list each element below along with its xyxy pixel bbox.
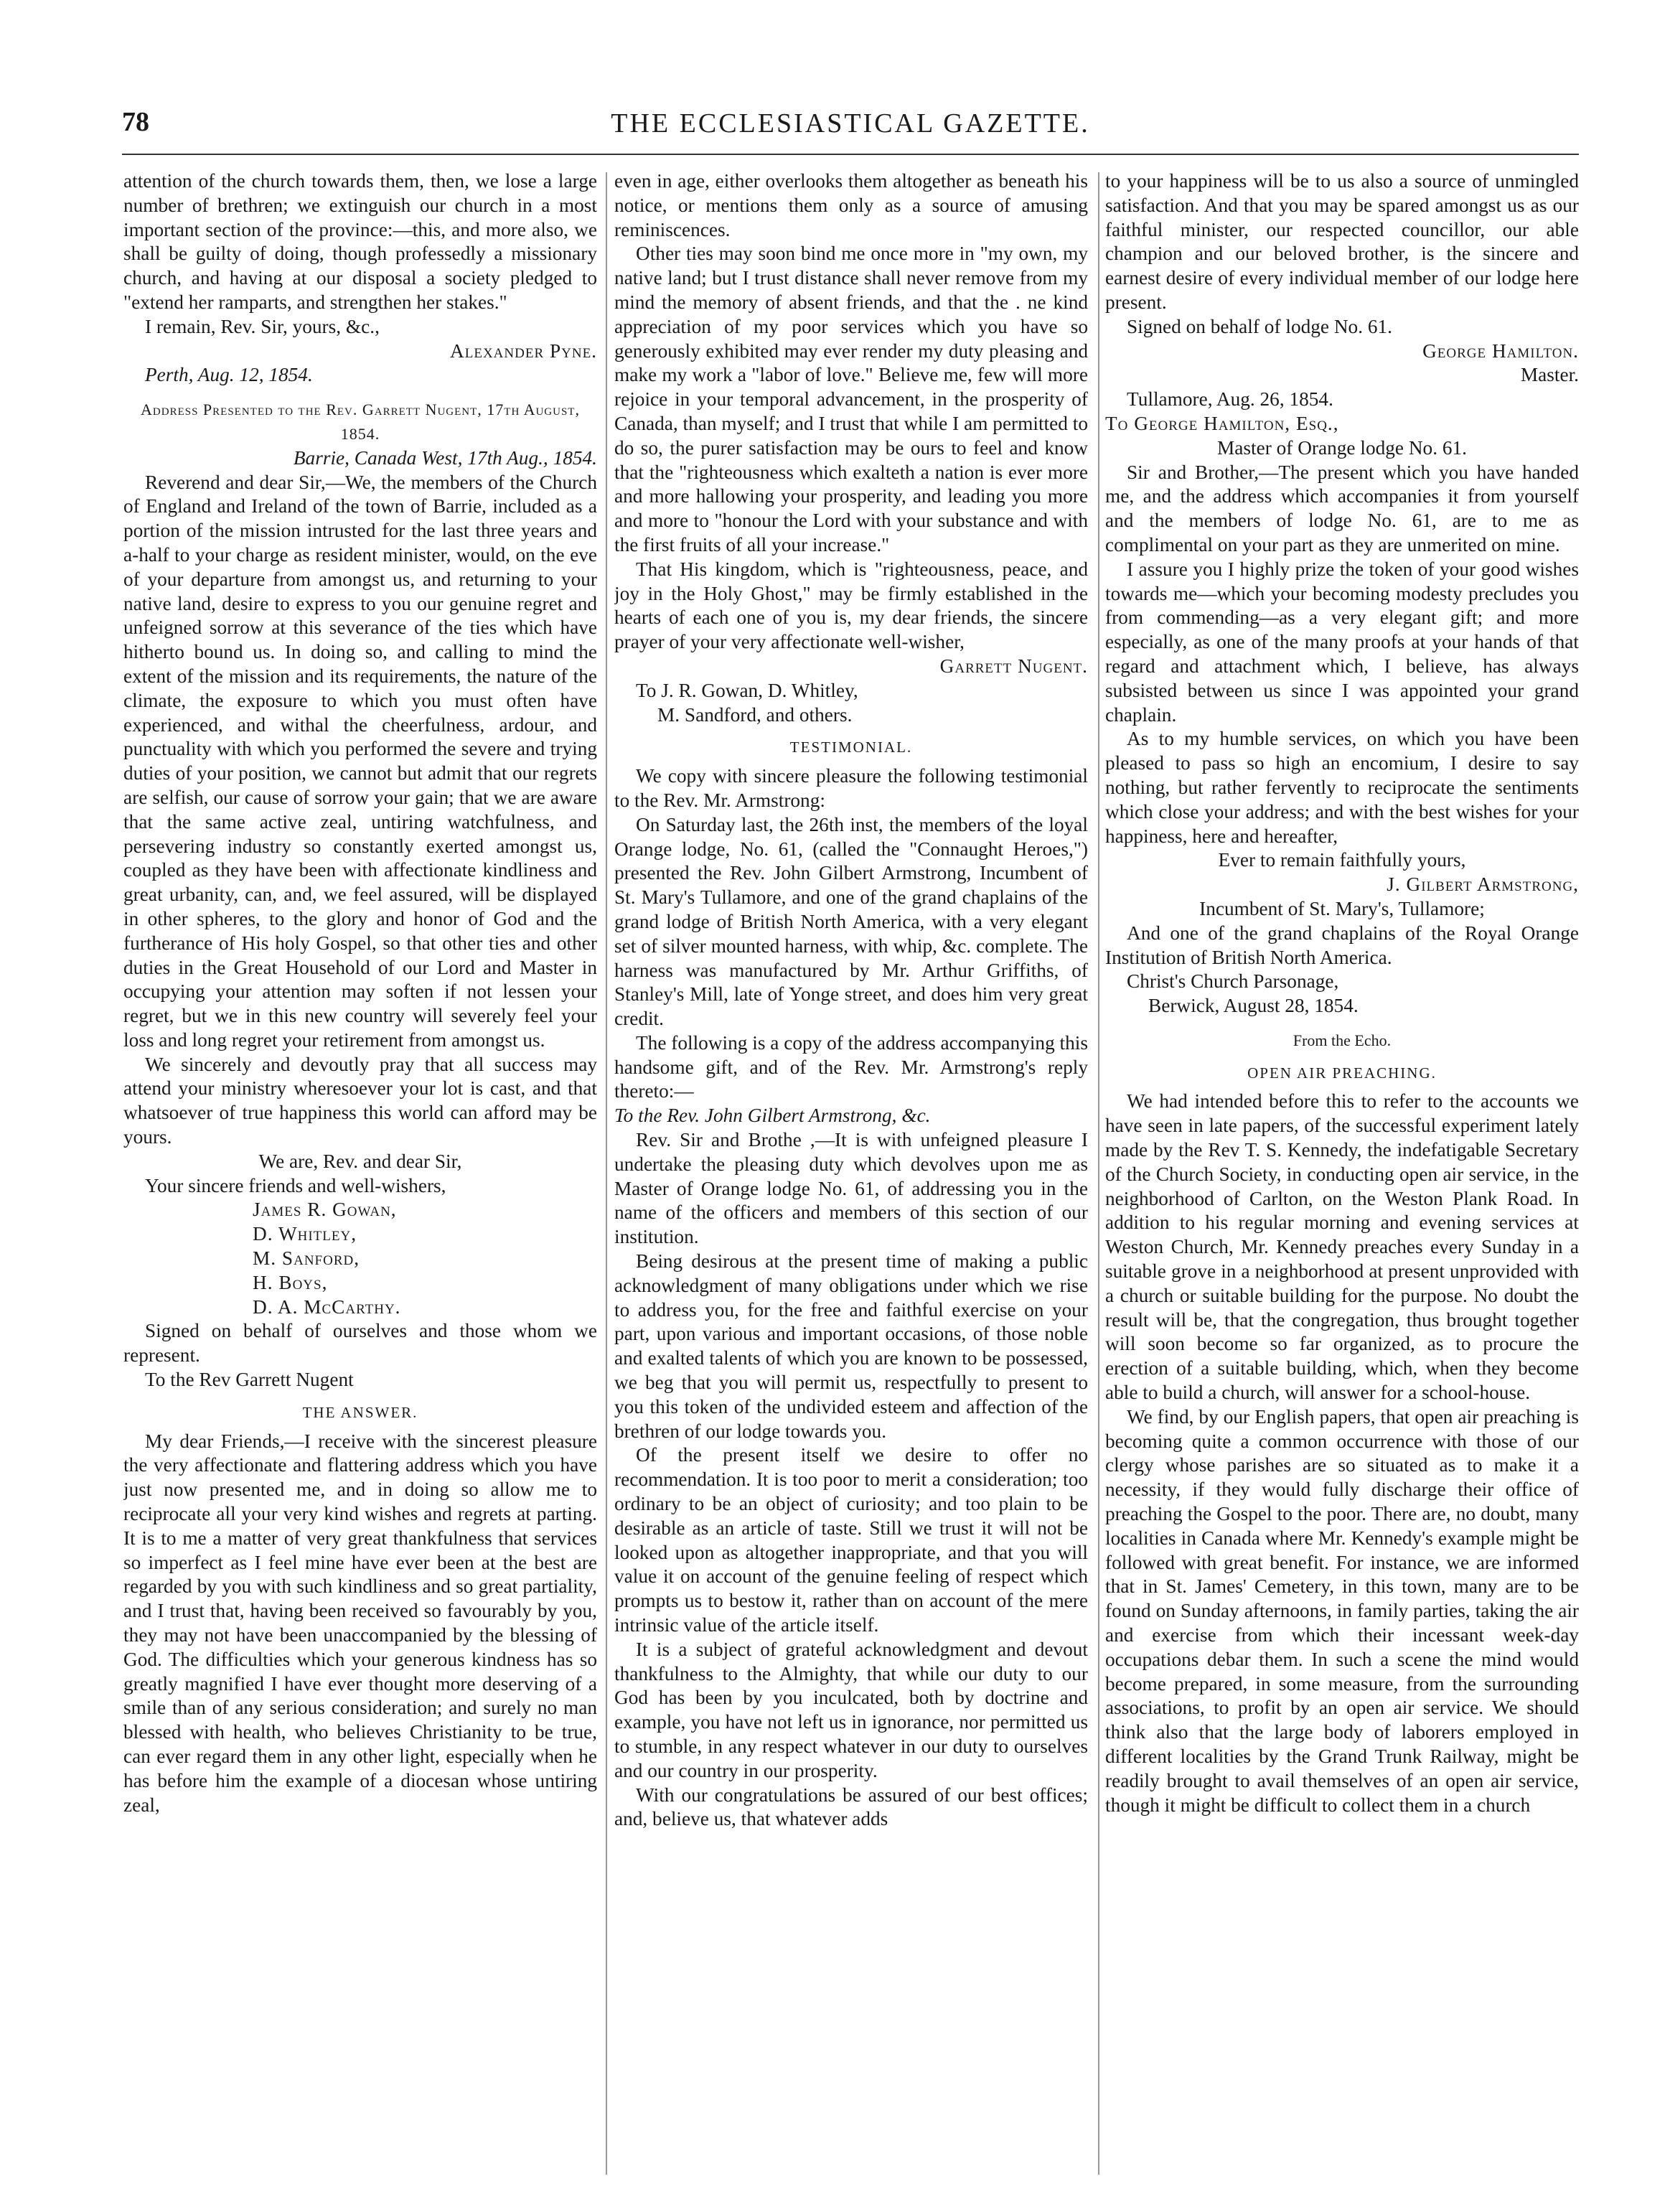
paragraph: Sir and Brother,—The present which you have handed me, and the address which accompanies it from yourself and the members of lodge No. 61, are to me as complimental on your part as they are unmerited on mine. [1105,461,1579,556]
closing: Signed on behalf of lodge No. 61. [1127,315,1392,337]
signature: D. Whitley, [253,1223,357,1245]
section-heading: Address Presented to the Rev. Garrett Nugent, 17th August, 1854. [141,400,580,443]
paragraph: even in age, either overlooks them altogether as beneath his notice, or mentions them only as a source of amusing reminiscences. [614,170,1088,240]
paragraph: With our congratulations be assured of our best offices; and, believe us, that whatever adds [614,1784,1088,1830]
paragraph: My dear Friends,—I receive with the sincerest pleasure the very affectionate and flattering address which you have just now presented me, and in doing so allow me to reciprocate all your very kind wishes and regrets at parting. It is to me a matter of very great thankfulness that services so imperfect as I feel mine have ever been at the best are regarded by you with such kindliness and so great partiality, and I trust that, having been received so favourably by you, they may not have been unaccompanied by the blessing of God. The difficulties which your generous kindness has so greatly magnified I have ever thought more deserving of a smile than of any serious consideration; and surely no man blessed with health, who believes Christianity to be true, can ever regard them in any other light, especially when he has before him the example of a diocesan whose untiring zeal, [123,1430,597,1816]
paragraph: We copy with sincere pleasure the following testimonial to the Rev. Mr. Armstrong: [614,765,1088,811]
addressee: M. Sandford, and others. [657,703,853,726]
paragraph: We sincerely and devoutly pray that all success may attend your ministry wheresoever your lot is cast, and that whatsoever of true happiness this world can afford may be yours. [123,1053,597,1148]
signature: H. Boys, [253,1271,328,1293]
paragraph: Reverend and dear Sir,—We, the members of the Church of England and Ireland of the town of Barrie, included as a portion of the mission intrusted for the last three years and a-half to your charge as resident minister, would, on the eve of your departure from amongst us, and returning to your native land, desire to express to you our genuine regret and unfeigned sorrow at this severance of the ties which have hitherto bound us. In doing so, and calling to mind the extent of the mission and its requirements, the nature of the climate, the exposure to which you must often have experienced, and withal the cheerfulness, ardour, and punctuality with which you performed the severe and trying duties of your position, we cannot but admit that our regrets are selfish, our cause of sorrow your gain; that we are aware that the same active zeal, untiring watchfulness, and persevering industry so constantly exerted amongst us, coupled as they have been with affectionate kindliness and great urbanity, can, and, we feel assured, will be displayed in other spheres, to the glory and honor of God and the furtherance of His holy Gospel, so that other ties and other duties in the Great Household of our Lord and Master in occupying your attention may soften if not lessen your regret, but we in this new country will severely feel your loss and long regret your retirement from amongst us. [123,471,597,1051]
section-heading: TESTIMONIAL. [789,739,913,756]
section-heading: THE ANSWER. [302,1403,418,1421]
running-title: THE ECCLESIASTICAL GAZETTE. [611,108,1090,139]
signature-title: Incumbent of St. Mary's, Tullamore; [1199,897,1485,919]
paragraph: We find, by our English papers, that open air preaching is becoming quite a common occurrence with those of our clergy whose parishes are so situated as to make it a necessity, if they would fully discharge their office of preaching the Gospel to the poor. There are, no doubt, many localities in Canada where Mr. Kennedy's example might be followed with great benefit. For instance, we are informed that in St. James' Cemetery, in this town, many are to be found on Sunday afternoons, in family parties, taking the air and exercise from which their incessant week-day occupations debar them. In such a scene the mind would become prepared, in some measure, from the surrounding associations, to profit by an open air service. We should think also that the large body of laborers employed in different localities by the Grand Trunk Railway, might be readily brought to avail themselves of an open air service, though it might be difficult to collect them in a church [1105,1405,1579,1816]
signature: Garrett Nugent. [939,655,1088,677]
header-rule [122,154,1579,155]
addressee: To the Rev. John Gilbert Armstrong, &c. [614,1105,931,1127]
signature: M. Sanford, [253,1247,360,1270]
paragraph: I assure you I highly prize the token of your good wishes towards me—which your becoming modesty precludes you from commending—as a very elegant gift; and more especially, as one of the many proofs at your hands of that regard and attachment which, I believe, has always subsisted between us since I was appointed your grand chaplain. [1105,558,1579,726]
dateline: Perth, Aug. 12, 1854. [145,364,313,386]
paragraph: That His kingdom, which is "righteousness, peace, and joy in the Holy Ghost," may be firmly established in the hearts of each one of you is, my dear friends, the sincere prayer of your very affectionate well-wisher, [614,558,1088,653]
paragraph: It is a subject of grateful acknowledgment and devout thankfulness to the Almighty, that while our duty to our God has been by you inculcated, both by doctrine and example, you have not left us in ignorance, nor permitted us to stumble, in any respect whatever in our duty to ourselves and our country in our prosperity. [614,1638,1088,1781]
paragraph: The following is a copy of the address accompanying this handsome gift, and of the Rev. Mr. Armstrong's reply thereto:— [614,1031,1088,1102]
column-divider [606,172,607,2175]
column-divider [1098,172,1099,2175]
closing: I remain, Rev. Sir, yours, &c., [145,315,380,337]
paragraph: We had intended before this to refer to the accounts we have seen in late papers, of the successful experiment lately made by the Rev T. S. Kennedy, the indefatigable Secretary of the Church Society, in conducting open air service, in the neighborhood of Carlton, on the Weston Plank Road. In addition to his regular morning and evening services at Weston Church, Mr. Kennedy preaches every Sunday in a suitable grove in a neighborhood at present unprovided with a church or suitable building for the purpose. No doubt the result will be, that the congregation, thus brought together will soon become so far organized, as to procure the erection of a suitable building, which, when they become able to build a church, will answer for a school-house. [1105,1090,1579,1404]
addressee: To J. R. Gowan, D. Whitley, [636,679,858,701]
place: Christ's Church Parsonage, [1127,970,1339,993]
paragraph: Signed on behalf of ourselves and those whom we represent. [123,1320,597,1367]
dateline: Tullamore, Aug. 26, 1854. [1127,388,1333,411]
page-header [122,106,1579,149]
paragraph: Being desirous at the present time of making a public acknowledgment of many obligations under which we rise to address you, for the free and faithful exercise on your part, upon various and important occasions, of those noble and exalted talents of which you are known to be possessed, we beg that you will permit us, respectfully to present to you this token of the undivided esteem and affection of the brethren of our lodge towards you. [614,1250,1088,1442]
signature: Alexander Pyne. [450,339,597,362]
signature-title: And one of the grand chaplains of the Royal Orange Institution of British North America. [1105,922,1579,968]
signature: J. Gilbert Armstrong, [1387,873,1579,896]
section-heading: OPEN AIR PREACHING. [1247,1064,1437,1082]
addressee: To the Rev Garrett Nugent [145,1369,354,1391]
paragraph: Other ties may soon bind me once more in "my own, my native land; but I trust distance shall never remove from my mind the memory of absent friends, and that the . ne kind appreciation of my poor services which you have so generously exhibited may ever render my duty pleasing and make my work a "labor of love." Believe me, few will more rejoice in your temporal advancement, in the prosperity of Canada, than myself; and I trust that while I am permitted to do so, the purer satisfaction may be ours to feel and know that the "righteousness which exalteth a nation is ever more and more hallowing your prosperity, and leading you more and more to "honour the Lord with your substance and with the first fruits of all your increase." [614,243,1088,556]
paragraph: Of the present itself we desire to offer no recommendation. It is too poor to merit a consideration; too ordinary to be an object of curiosity; and too plain to be desirable as an article of taste. Still we trust it will not be looked upon as altogether inappropriate, and that you will value it on account of the genuine feeling of respect which prompts us to bestow it, rather than on account of the mere intrinsic value of the article itself. [614,1444,1088,1636]
column-2 [614,169,1088,2172]
addressee: To George Hamilton, Esq., [1105,412,1339,434]
paragraph: Rev. Sir and Brothe ,—It is with unfeigned pleasure I undertake the pleasing duty which devolves upon me as Master of Orange lodge No. 61, of addressing you in the name of the officers and members of this section of our institution. [614,1129,1088,1248]
paragraph: attention of the church towards them, then, we lose a large number of brethren; we extinguish our church in a most important section of the province:—this, and more also, we shall be guilty of doing, though professedly a missionary church, and having at our disposal a society pledged to "extend her ramparts, and strengthen her stakes." [123,170,597,313]
signature: D. A. McCarthy. [253,1295,401,1318]
closing: Your sincere friends and well-wishers, [145,1174,446,1196]
addressee: Master of Orange lodge No. 61. [1217,436,1467,459]
closing: We are, Rev. and dear Sir, [258,1150,462,1172]
paragraph: On Saturday last, the 26th inst, the members of the loyal Orange lodge, No. 61, (called the "Connaught Heroes,") presented the Rev. John Gilbert Armstrong, Incumbent of St. Mary's Tullamore, and one of the grand chaplains of the grand lodge of British North America, with a very elegant set of silver mounted harness, with whip, &c. complete. The harness was manufactured by Mr. Arthur Griffiths, of Stanley's Mill, late of Yonge street, and does him very great credit. [614,813,1088,1030]
signature: George Hamilton. [1422,339,1579,362]
signature-title: Master. [1520,364,1579,386]
column-3 [1105,169,1579,2172]
dateline: Berwick, August 28, 1854. [1148,995,1359,1017]
dateline: Barrie, Canada West, 17th Aug., 1854. [293,446,597,469]
closing: Ever to remain faithfully yours, [1218,849,1466,871]
source-credit: From the Echo. [1293,1031,1392,1049]
paragraph: to your happiness will be to us also a source of unmingled satisfaction. And that you may be spared amongst us as our faithful minister, our respected councillor, our able champion and our beloved brother, is the sincere and earnest desire of every individual member of our lodge here present. [1105,170,1579,313]
page-number: 78 [122,107,149,137]
column-1 [123,169,597,2172]
paragraph: As to my humble services, on which you have been pleased to pass so high an encomium, I desire to say nothing, but rather fervently to reciprocate the sentiments which close your address; and with the best wishes for your happiness, here and hereafter, [1105,728,1579,847]
signature: James R. Gowan, [253,1199,397,1221]
